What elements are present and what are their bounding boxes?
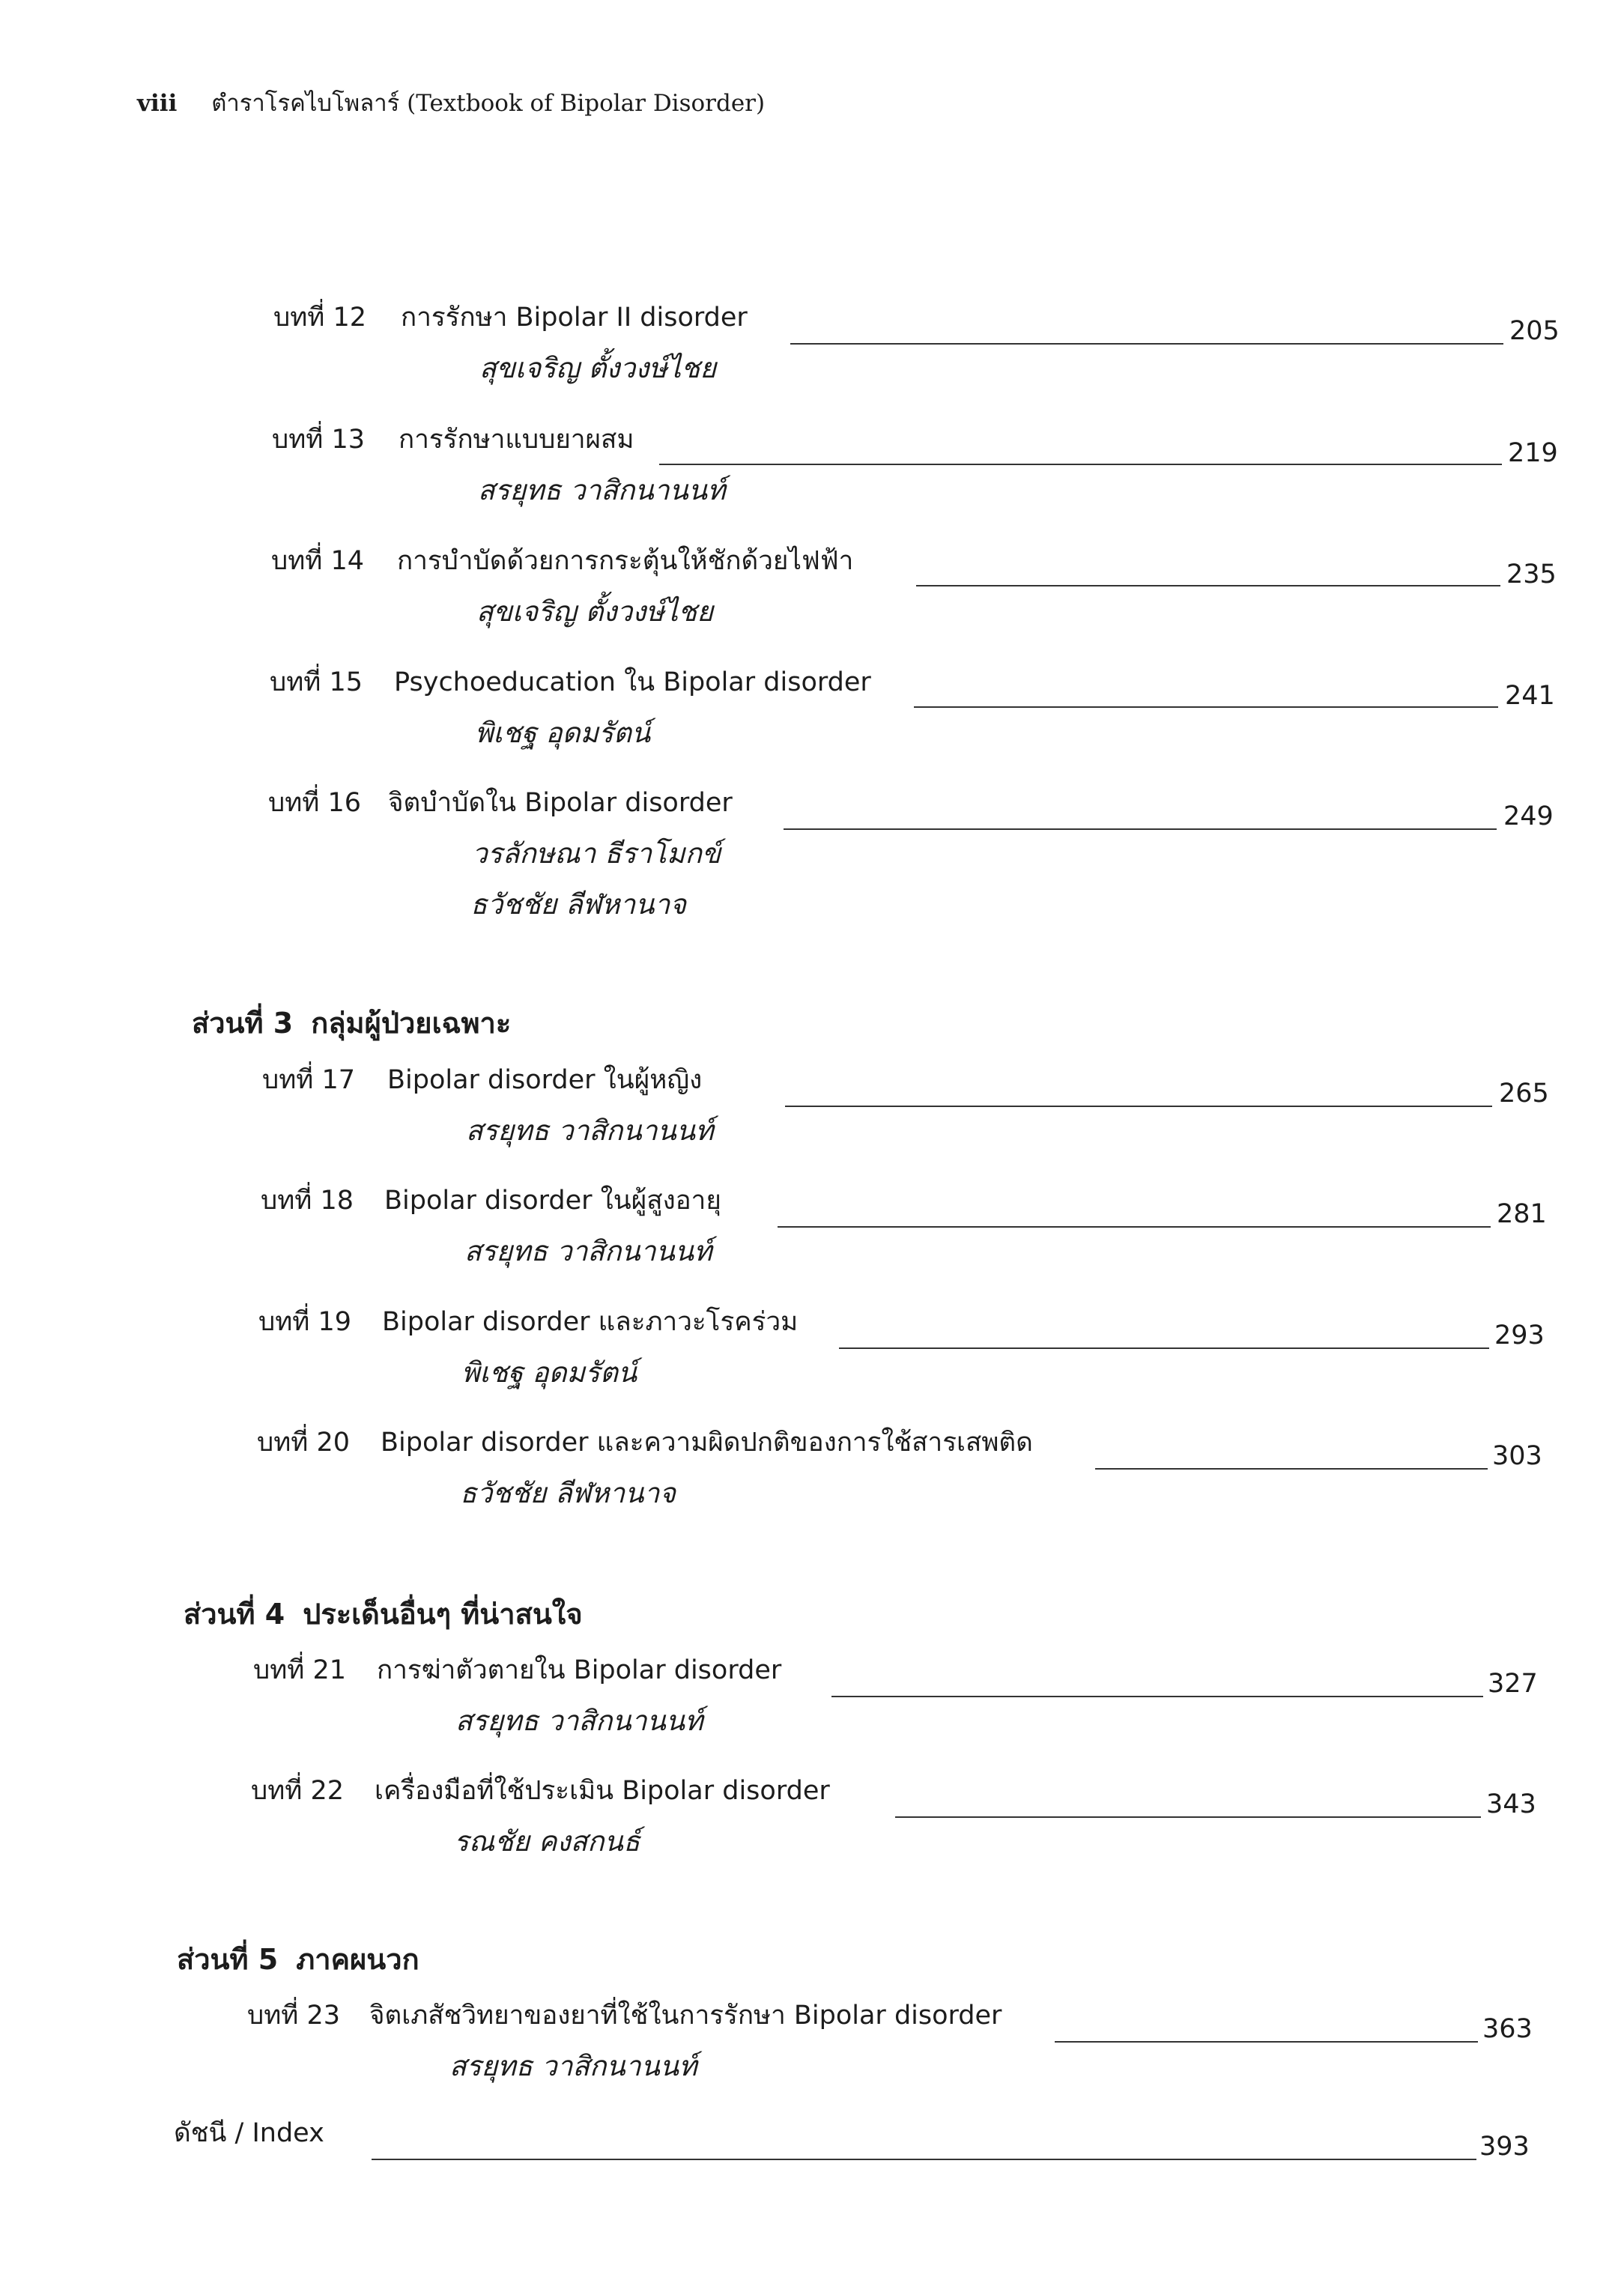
part-label: ส่วนที่ 3 [192, 1007, 294, 1040]
chapter-title: การฆ่าตัวตายใน Bipolar disorder [377, 1655, 782, 1685]
index-title: ดัชนี / Index [174, 2118, 324, 2148]
page-number: 205 [1509, 316, 1560, 346]
chapter-author: สุขเจริญ ตั้งวงษ์ไชย [476, 595, 714, 628]
chapter-label: บทที่ 14 [271, 546, 365, 576]
part-title: ประเด็นอื่นๆ ที่น่าสนใจ [303, 1598, 583, 1631]
chapter-author: สรยุทธ วาสิกนานนท์ [449, 2050, 697, 2082]
page-number: 235 [1506, 560, 1557, 589]
chapter-author: พิเชฐ อุดมรัตน์ [461, 1356, 637, 1389]
page-number: 343 [1486, 1789, 1536, 1819]
chapter-label: บทที่ 17 [262, 1065, 356, 1095]
chapter-title: Bipolar disorder ในผู้หญิง [387, 1065, 703, 1095]
dot-leader [790, 343, 1503, 345]
dot-leader [914, 706, 1498, 708]
chapter-author: สรยุทธ วาสิกนานนท์ [455, 1705, 703, 1737]
chapter-label: บทที่ 12 [273, 303, 367, 333]
part-heading-5 [177, 1936, 419, 1982]
chapter-author: พิเชฐ อุดมรัตน์ [475, 717, 651, 749]
chapter-title: การรักษาแบบยาผสม [399, 425, 634, 455]
page-number: 265 [1499, 1079, 1549, 1109]
chapter-author: วรลักษณา ธีราโมกข์ [472, 837, 721, 870]
chapter-title: เครื่องมือที่ใช้ประเมิน Bipolar disorder [375, 1776, 830, 1806]
part-label: ส่วนที่ 4 [184, 1598, 285, 1631]
page-number: 327 [1488, 1669, 1538, 1699]
chapter-label: บทที่ 16 [268, 788, 362, 818]
part-title: ภาคผนวก [296, 1943, 419, 1976]
page-number: 249 [1503, 801, 1554, 831]
dot-leader [659, 464, 1502, 465]
chapter-author: สุขเจริญ ตั้งวงษ์ไชย [479, 352, 717, 384]
chapter-label: บทที่ 13 [272, 425, 366, 455]
dot-leader [372, 2159, 1476, 2160]
dot-leader [1095, 1468, 1488, 1470]
page-number: 303 [1492, 1441, 1542, 1471]
chapter-author: สรยุทธ วาสิกนานนท์ [478, 474, 726, 506]
dot-leader [916, 585, 1500, 586]
page-number: 219 [1508, 438, 1558, 468]
chapter-title: Bipolar disorder ในผู้สูงอายุ [384, 1186, 721, 1216]
chapter-title: Psychoeducation ใน Bipolar disorder [394, 667, 871, 697]
chapter-title: การบำบัดด้วยการกระตุ้นให้ชักด้วยไฟฟ้า [397, 546, 854, 576]
page-number: 293 [1494, 1321, 1545, 1350]
chapter-label: บทที่ 15 [270, 667, 363, 697]
page-number: 281 [1497, 1199, 1547, 1229]
dot-leader [1055, 2041, 1478, 2043]
dot-leader [785, 1106, 1492, 1107]
chapter-author: สรยุทธ วาสิกนานนท์ [466, 1115, 714, 1147]
dot-leader [784, 828, 1497, 830]
chapter-author: สรยุทธ วาสิกนานนท์ [464, 1235, 712, 1267]
page-number: 363 [1482, 2014, 1533, 2044]
part-label: ส่วนที่ 5 [177, 1943, 279, 1976]
chapter-label: บทที่ 22 [251, 1776, 345, 1806]
page-folio: viii [137, 90, 178, 117]
chapter-label: บทที่ 18 [261, 1186, 354, 1216]
chapter-title: จิตเภสัชวิทยาของยาที่ใช้ในการรักษา Bipolar disorder [369, 2001, 1002, 2031]
dot-leader [839, 1347, 1489, 1349]
book-title: ตำราโรคไบโพลาร์ (Textbook of Bipolar Disorder) [211, 90, 766, 117]
chapter-title: Bipolar disorder และความผิดปกติของการใช้สารเสพติด [381, 1428, 1033, 1458]
dot-leader [895, 1816, 1481, 1818]
part-title: กลุ่มผู้ป่วยเฉพาะ [311, 1007, 512, 1040]
chapter-author: ธวัชชัย ลีฬหานาจ [460, 1477, 676, 1509]
page-number: 241 [1505, 681, 1555, 711]
chapter-title: จิตบำบัดใน Bipolar disorder [388, 788, 733, 818]
chapter-title: Bipolar disorder และภาวะโรคร่วม [382, 1307, 799, 1337]
part-heading-4 [184, 1591, 583, 1637]
chapter-label: บทที่ 21 [253, 1655, 347, 1685]
part-heading-3 [192, 1000, 511, 1046]
chapter-author: รณชัย คงสกนธ์ [454, 1825, 640, 1858]
page-number: 393 [1479, 2132, 1530, 2162]
chapter-label: บทที่ 23 [247, 2001, 341, 2031]
dot-leader [831, 1696, 1483, 1697]
dot-leader [778, 1226, 1491, 1228]
chapter-label: บทที่ 20 [257, 1428, 351, 1458]
chapter-label: บทที่ 19 [258, 1307, 352, 1337]
chapter-author: ธวัชชัย ลีฬหานาจ [470, 888, 686, 921]
chapter-title: การรักษา Bipolar II disorder [401, 303, 748, 333]
